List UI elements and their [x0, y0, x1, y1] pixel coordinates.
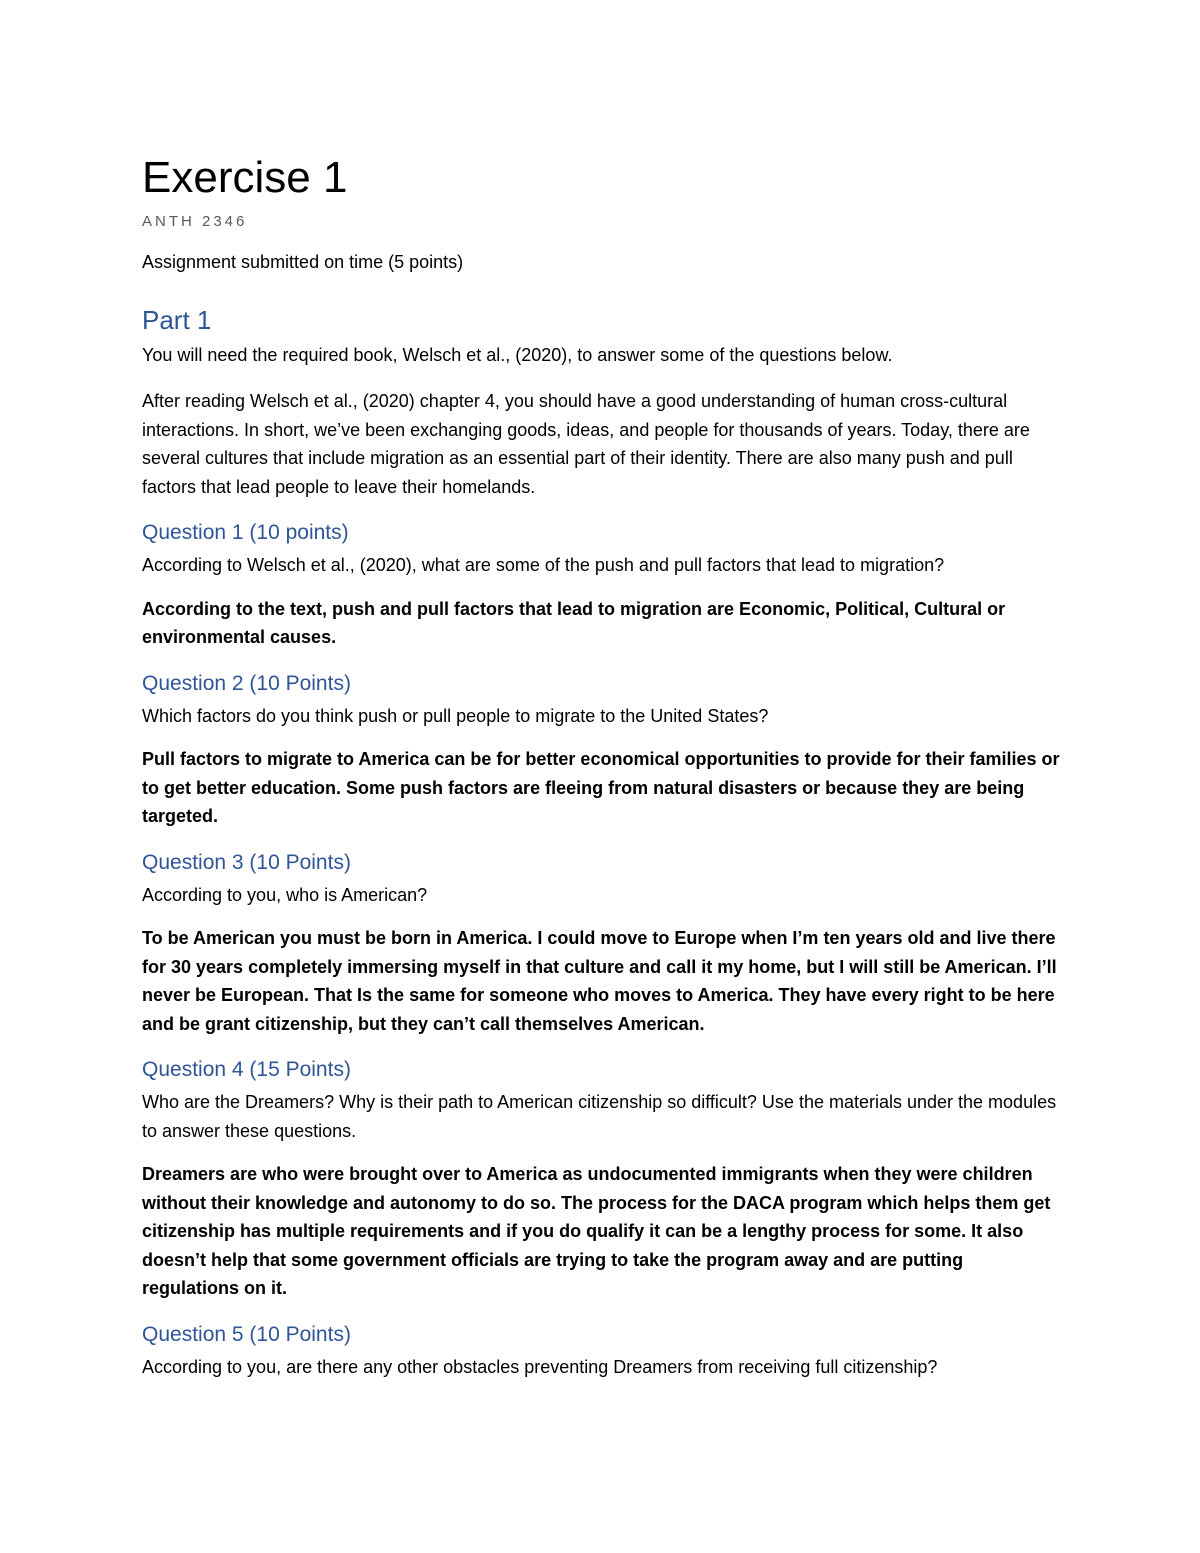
document-subtitle: ANTH 2346	[142, 213, 248, 230]
question-4-prompt: Who are the Dreamers? Why is their path to American citizenship so difficult? Use the materials under the modules to answer these questions.	[142, 1092, 1057, 1141]
question-5-heading: Question 5 (10 Points)	[142, 1322, 351, 1346]
part-context: After reading Welsch et al., (2020) chapter 4, you should have a good understanding of human cross-cultural interactions. In short, we’ve been exchanging goods, ideas, and people for thousands of years. Today, there are several cultures that include migration as an essential part of their identity. There are also many push and pull factors that lead people to leave their homelands.	[142, 391, 1030, 497]
submission-note: Assignment submitted on time (5 points)	[142, 252, 464, 272]
question-2-heading: Question 2 (10 Points)	[142, 671, 351, 695]
part-intro: You will need the required book, Welsch et al., (2020), to answer some of the questions below.	[142, 344, 893, 365]
question-1-prompt: According to Welsch et al., (2020), what are some of the push and pull factors that lead to migration?	[142, 555, 945, 575]
document-title: Exercise 1	[142, 153, 348, 202]
question-4-answer: Dreamers are who were brought over to America as undocumented immigrants when they were children without their knowledge and autonomy to do so. The process for the DACA program which helps them get citizenship has multiple requirements and if you do qualify it can be a lengthy process for some. It also doesn’t help that some government officials are trying to take the program away and are putting regulations on it.	[142, 1164, 1051, 1298]
part-heading: Part 1	[142, 304, 212, 335]
question-3-heading: Question 3 (10 Points)	[142, 850, 351, 874]
question-3-prompt: According to you, who is American?	[142, 884, 428, 905]
question-1-answer: According to the text, push and pull factors that lead to migration are Economic, Political, Cultural or environmental causes.	[142, 598, 1006, 647]
question-3-answer: To be American you must be born in America. I could move to Europe when I’m ten years old and live there for 30 years completely immersing myself in that culture and call it my home, but I will still be American. I’ll never be European. That Is the same for someone who moves to America. They have every right to be here and be grant citizenship, but they can’t call themselves American.	[142, 928, 1057, 1034]
question-2-answer: Pull factors to migrate to America can be for better economical opportunities to provide for their families or to get better education. Some push factors are fleeing from natural disasters or because they are being targeted.	[142, 749, 1060, 826]
question-1-heading: Question 1 (10 points)	[142, 521, 349, 544]
document-page	[142, 150, 1062, 1381]
question-4-heading: Question 4 (15 Points)	[142, 1058, 351, 1081]
question-5-prompt: According to you, are there any other obstacles preventing Dreamers from receiving full citizenship?	[142, 1356, 938, 1377]
question-2-prompt: Which factors do you think push or pull people to migrate to the United States?	[142, 705, 769, 726]
